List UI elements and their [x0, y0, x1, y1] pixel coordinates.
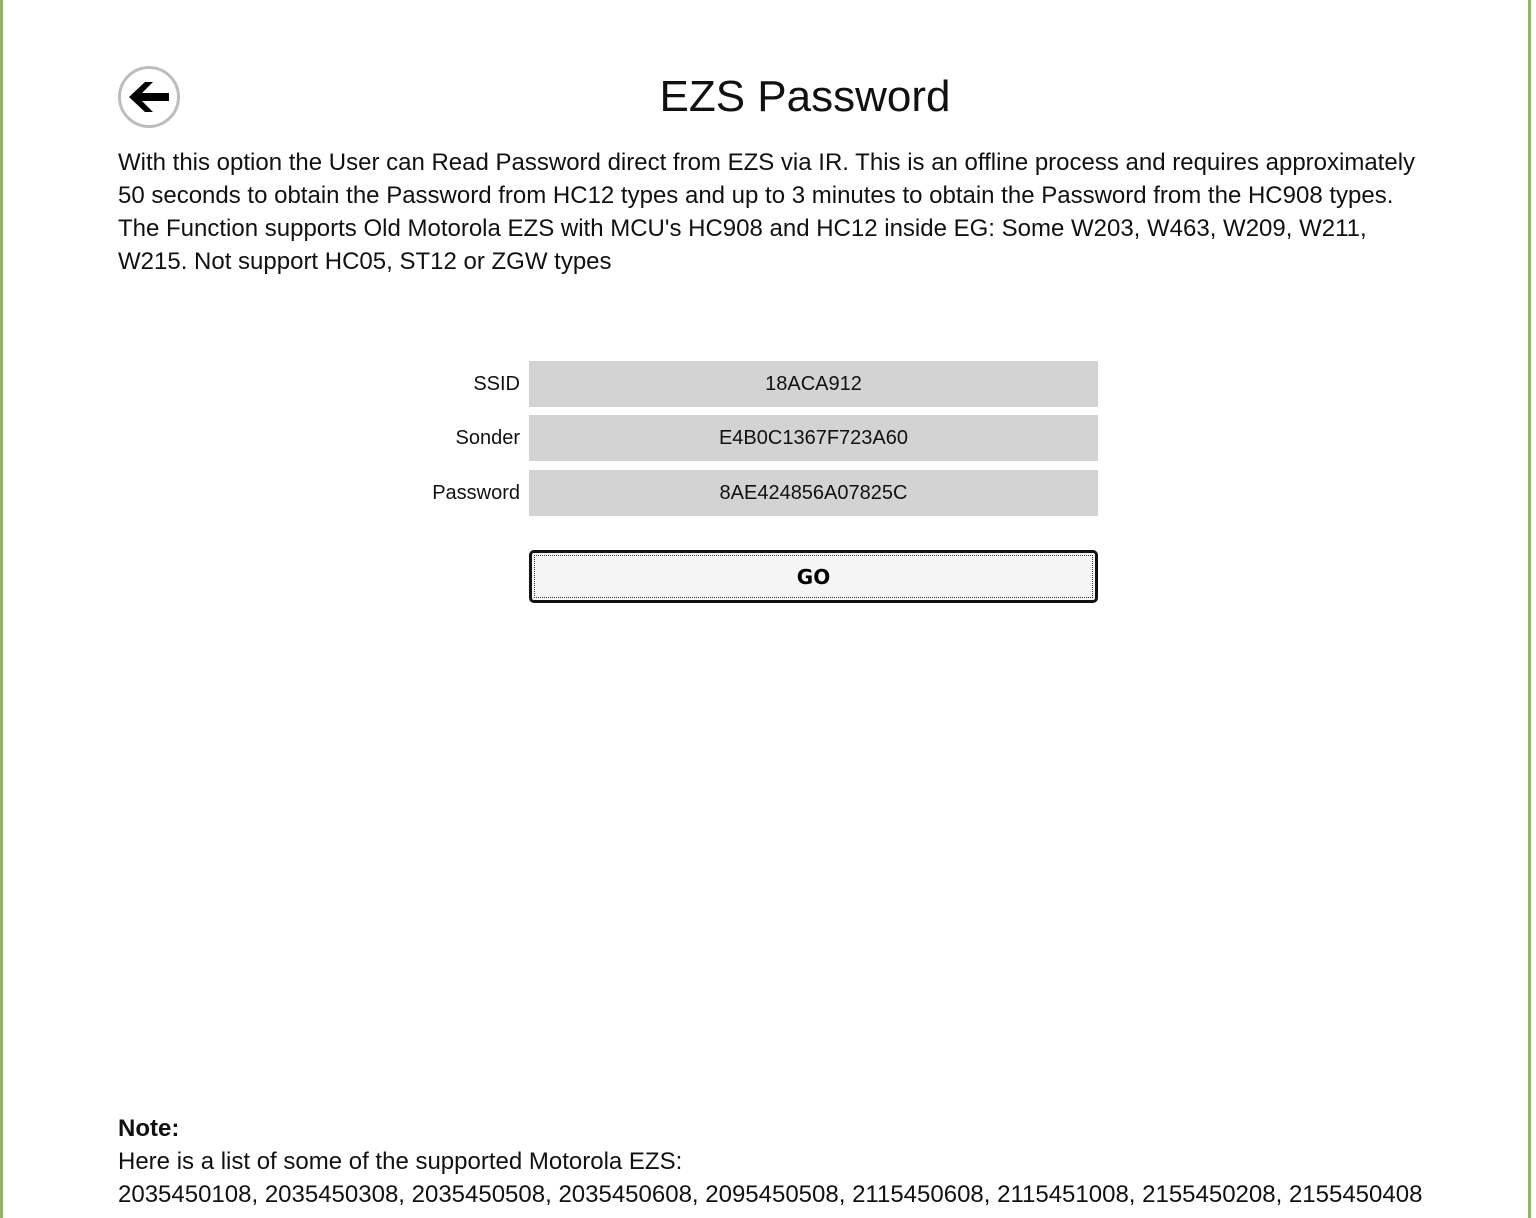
window-border-right	[1528, 0, 1531, 1218]
note-intro: Here is a list of some of the supported Motorola EZS:	[118, 1148, 683, 1175]
ssid-field[interactable]: 18ACA912	[529, 361, 1098, 407]
go-button[interactable]: GO	[529, 550, 1098, 603]
description: With this option the User can Read Password direct from EZS via IR. This is an offline process and requires approximately 50 seconds to obtain the Password from HC12 types and up to 3 minutes to obtain the Password from the HC908 types. The Function supports Old Motorola EZS with MCU's HC908 and HC12 inside EG: Some W203, W463, W209, W211, W215. Not support HC05, ST12 or ZGW types	[118, 149, 1416, 275]
password-field[interactable]: 8AE424856A07825C	[529, 470, 1098, 516]
note-section	[118, 1112, 1422, 1211]
window-border-left	[0, 0, 3, 1218]
sonder-label: Sonder	[455, 426, 520, 449]
password-label: Password	[432, 481, 520, 504]
password-row	[300, 470, 1098, 516]
ssid-row	[300, 361, 1098, 407]
sonder-row	[300, 415, 1098, 461]
ssid-label: SSID	[473, 372, 520, 395]
sonder-field[interactable]: E4B0C1367F723A60	[529, 415, 1098, 461]
supported-ezs-list: 2035450108, 2035450308, 2035450508, 2035450608, 2095450508, 2115450608, 2115451008, 2155450208, 2155450408	[118, 1181, 1423, 1208]
page-title: EZS Password	[659, 72, 951, 121]
note-heading: Note:	[118, 1115, 180, 1142]
